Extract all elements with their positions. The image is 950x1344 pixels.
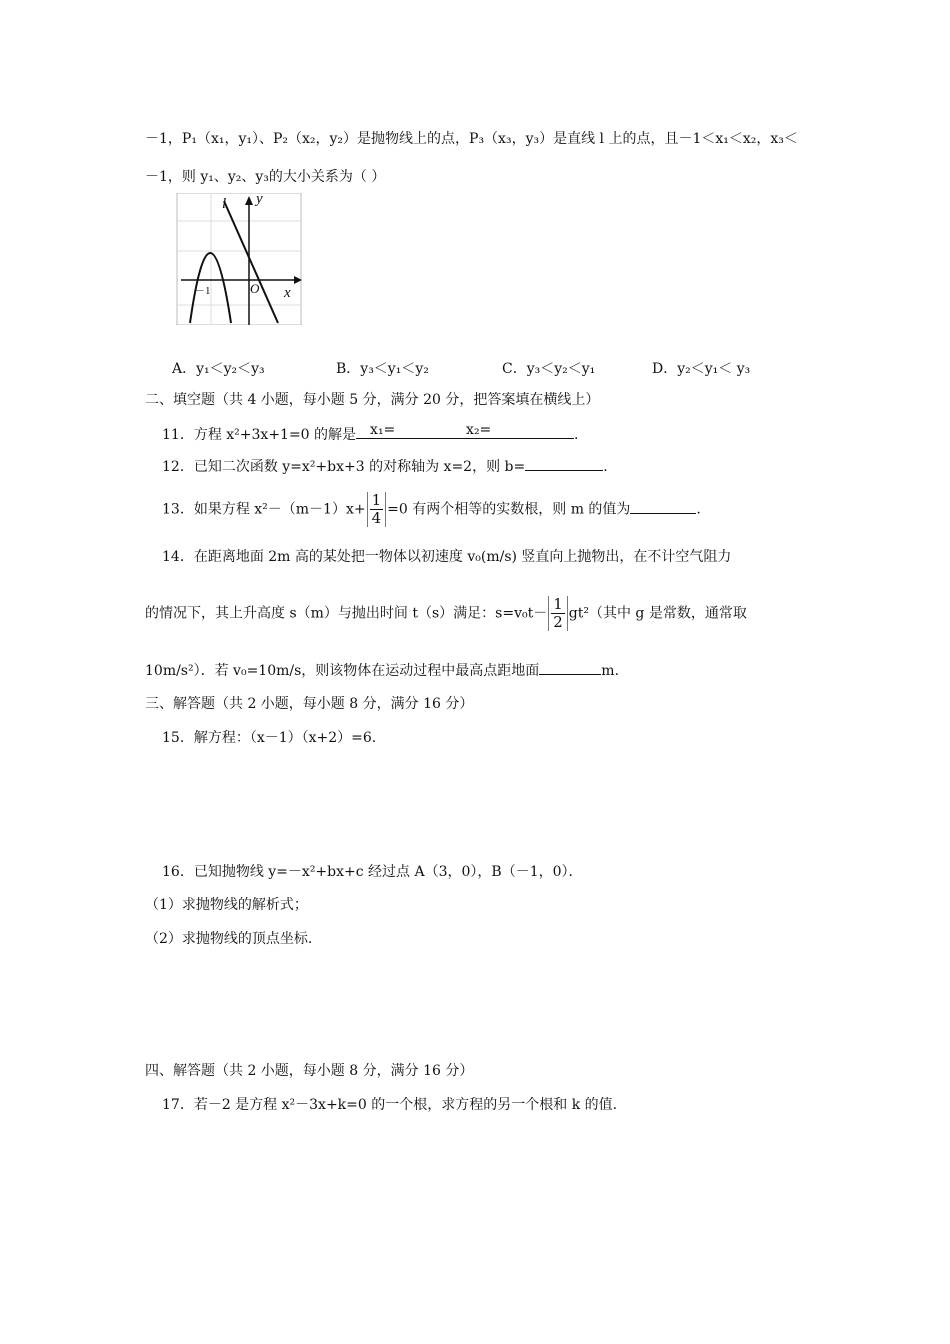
question-14-line2: [145, 596, 747, 631]
question-16: [162, 861, 583, 881]
q12-number: 12．: [162, 459, 194, 475]
q14-answer-blank[interactable]: [539, 674, 601, 675]
parabola-line-graph: [176, 193, 302, 325]
q11-answer-blank-2[interactable]: [466, 422, 574, 439]
choice-d[interactable]: D．y₂＜y₁＜ y₃: [652, 361, 751, 377]
choice-a[interactable]: A．y₁＜y₂＜y₃: [172, 361, 265, 377]
q14-line3-pre: 10m/s²）．若 v₀=10m/s，则该物体在运动过程中最高点距地面: [145, 663, 540, 679]
q12-end: .: [603, 459, 608, 475]
q14-line2-post: gt²（其中 g 是常数，通常取: [568, 605, 747, 622]
question-15: [162, 727, 376, 747]
graph-svg: [176, 193, 302, 325]
y-axis-label: y: [256, 193, 263, 207]
q11-text: 方程 x²+3x+1=0 的解是: [193, 427, 357, 443]
q17-number: 17．: [162, 1097, 194, 1113]
q11-x1-label: x₁=: [370, 422, 396, 438]
q15-number: 15．: [162, 730, 194, 746]
q13-post: =0 有两个相等的实数根，则 m 的值为: [387, 501, 631, 518]
q11-x2-label: x₂=: [466, 422, 492, 438]
q16-text: 已知抛物线 y=－x²+bx+c 经过点 A（3，0），B（－1，0）．: [193, 864, 583, 880]
y-axis-arrow-icon: [245, 196, 253, 205]
q13-frac-den: 4: [371, 509, 382, 527]
section-4-title: 四、解答题（共 2 小题，每小题 8 分，满分 16 分）: [145, 1063, 474, 1079]
question-13: [162, 492, 701, 527]
choice-c[interactable]: C．y₃＜y₂＜y₁: [502, 361, 596, 377]
line-l-label: l: [222, 196, 227, 212]
question-12: [162, 456, 608, 476]
q14-line2-pre: 的情况下，其上升高度 s（m）与抛出时间 t（s）满足：s=v₀t－: [145, 605, 548, 622]
question-14-line1: [162, 546, 731, 566]
q17-text: 若－2 是方程 x²－3x+k=0 的一个根，求方程的另一个根和 k 的值.: [193, 1097, 618, 1113]
q16-part-2: （2）求抛物线的顶点坐标.: [145, 931, 313, 947]
q11-number: 11．: [162, 427, 194, 443]
q13-end: .: [696, 501, 701, 518]
q13-number: 13．: [162, 501, 194, 518]
question-17: [162, 1094, 617, 1114]
question-11: [162, 424, 579, 444]
q12-text: 已知二次函数 y=x²+bx+3 的对称轴为 x=2，则 b=: [193, 459, 526, 475]
q14-number: 14．: [162, 549, 194, 565]
q16-number: 16．: [162, 864, 194, 880]
x-axis-label: x: [284, 285, 291, 301]
minus-one-label: －1: [194, 285, 211, 297]
section-3-title: 三、解答题（共 2 小题，每小题 8 分，满分 16 分）: [145, 696, 474, 712]
q16-part-1: （1）求抛物线的解析式；: [145, 897, 308, 913]
q11-answer-blank[interactable]: [356, 422, 466, 439]
q14-fraction: [548, 596, 568, 631]
q15-text: 解方程：（x－1）（x+2）=6.: [193, 730, 377, 746]
section-2-title: 二、填空题（共 4 小题，每小题 5 分，满分 20 分，把答案填在横线上）: [145, 392, 600, 408]
q14-frac-num: 1: [553, 595, 563, 613]
q13-pre: 如果方程 x²－（m－1）x+: [193, 501, 366, 518]
q10-stem-line1: －1，P₁（x₁，y₁）、P₂（x₂，y₂）是抛物线上的点，P₃（x₃，y₃）是直线 l 上的点，且－1＜x₁＜x₂，x₃＜: [145, 131, 798, 147]
q14-frac-den: 2: [553, 613, 563, 631]
q11-end: .: [574, 427, 579, 443]
q13-answer-blank[interactable]: [630, 513, 696, 514]
q14-line3-post: m.: [601, 663, 620, 679]
q13-fraction: [367, 492, 387, 527]
q13-frac-num: 1: [371, 491, 382, 509]
q14-line1: 在距离地面 2m 高的某处把一物体以初速度 v₀(m/s) 竖直向上抛物出，在不计空气阻力: [193, 549, 732, 565]
question-14-line3: [145, 660, 619, 680]
q10-stem-line2: －1，则 y₁、y₂、y₃的大小关系为（ ）: [145, 169, 386, 185]
q12-answer-blank[interactable]: [525, 470, 603, 471]
choice-b[interactable]: B．y₃＜y₁＜y₂: [336, 361, 429, 377]
origin-label: O: [250, 281, 260, 296]
